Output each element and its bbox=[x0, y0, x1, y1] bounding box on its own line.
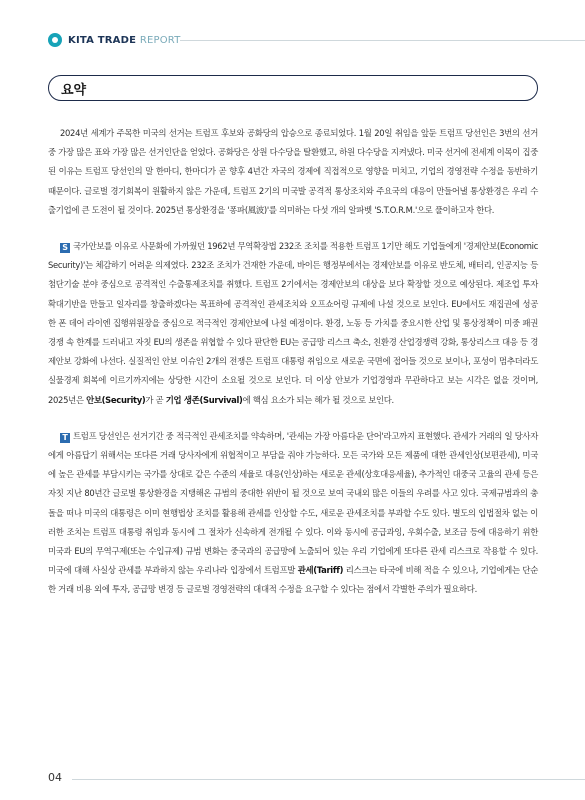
paragraph-security bbox=[48, 237, 538, 410]
paragraph-tariff-text-b: 리스크는 타국에 비해 적을 수 있으나, 기업에게는 단순한 거래 비용 외에 투자, 공급망 변경 등 글로벌 경영전략의 대대적 수정을 요구할 수 있다는 점에서 각별한 주의가 필요하다. bbox=[48, 565, 538, 595]
brand-name bbox=[68, 35, 181, 46]
summary-body bbox=[48, 124, 538, 600]
header-divider bbox=[180, 40, 585, 41]
keyword-tariff: 관세(Tariff) bbox=[297, 565, 344, 576]
keyword-security: 안보(Security) bbox=[86, 394, 146, 405]
summary-section-header bbox=[48, 75, 538, 101]
brand-bold: KITA TRADE bbox=[68, 34, 137, 46]
paragraph-security-text-a: 국가안보를 이유로 사문화에 가까웠던 1962년 무역확장법 232조 조치를 적용한 트럼프 1기만 해도 기업들에게 '경제안보(Economic Security)'는 체감하기 어려운 의제였다. 232조 조치가 건재한 가운데, 바이든 행정부에서는 경제안보를 이유로 반도체, 배터리, 인공지능 등 첨단기술 분야 중심으로 공격적인 수출통제조치를 취했다. 트럼프 2기에서는 경제안보의 대상을 보다 확장할 것으로 예상된다. 제조업 투자 확대기반을 만들고 일자리를 창출하겠다는 목표하에 공격적인 관세조치와 오프쇼어링 규제에 나설 것으로 보인다. EU에서도 재집권에 성공한 폰 데어 라이엔 집행위원장을 중심으로 적극적인 경제안보에 나설 예정이다. 환경, 노동 등 가치를 중요시한 산업 및 통상정책이 미중 패권 경쟁 속 한계를 드러내고 자칫 EU의 생존을 위협할 수 있다 판단한 EU는 공급망 리스크 축소, 친환경 산업경쟁력 강화, 통상리스크 대응 등 경제안보 강화에 나선다. 실질적인 안보 이슈인 2개의 전쟁은 트럼프 대통령 취임으로 새로운 국면에 접어들 것으로 보이나, 포성이 멈추더라도 실물경제 회복에 이르기까지에는 상당한 시간이 소요될 것으로 보인다. 더 이상 안보가 기업경영과 무관하다고 보는 시각은 없을 것이며, 2025년은 bbox=[48, 241, 538, 405]
letter-badge-s: S bbox=[60, 243, 70, 253]
letter-badge-t: T bbox=[60, 433, 70, 443]
keyword-survival: 기업 생존(Survival) bbox=[165, 394, 243, 405]
paragraph-tariff bbox=[48, 427, 538, 600]
paragraph-intro: 2024년 세계가 주목한 미국의 선거는 트럼프 후보와 공화당의 압승으로 종료되었다. 1월 20일 취임을 앞둔 트럼프 당선인은 3번의 선거 중 가장 많은 표와 가장 많은 선거인단을 얻었다. 공화당은 상원 다수당을 탈환했고, 하원 다수당을 지켜냈다. 미국 선거에 전세계 이목이 집중된 이유는 트럼프 당선인의 말 한마디, 한마디가 곧 향후 4년간 자국의 경제에 직접적으로 영향을 미치고, 기업의 경영전략 수정을 동반하기 때문이다. 글로벌 경기회복이 원활하지 않은 가운데, 트럼프 2기의 미국발 공격적 통상조치와 주요국의 대응이 만들어낼 통상환경은 우리 수출기업에 큰 도전이 될 것이다. 2025년 통상환경을 '퐁파(風波)'를 의미하는 다섯 개의 알파벳 'S.T.O.R.M.'으로 풀이하고자 한다. bbox=[48, 128, 538, 215]
footer-divider bbox=[72, 779, 585, 780]
page-number: 04 bbox=[48, 771, 62, 784]
kita-logo-icon bbox=[48, 33, 62, 47]
paragraph-tariff-text-a: 트럼프 당선인은 선거기간 중 적극적인 관세조치를 약속하며, '관세는 가장 아름다운 단어'라고까지 표현했다. 관세가 거래의 일 당사자에게 아름답기 위해서는 또다른 거래 당사자에게 위협적이고 부담을 줘야 가능하다. 모든 국가와 모든 제품에 대한 관세인상(보편관세), 미국에 높은 관세를 부담시키는 국가를 상대로 같은 수준의 세율로 대응(인상)하는 새로운 관세(상호대응세율), 추가적인 대중국 고율의 관세 등은 자칫 지난 80년간 글로벌 통상환경을 지탱해온 규범의 중대한 위반이 될 것으로 보여 국내외 많은 이들의 우려를 사고 있다. 국제규범과의 충돌을 떠나 미국의 대통령은 이미 현행법상 조치를 활용해 관세를 인상할 수도, 새로운 관세조치를 부과할 수도 있다. 별도의 입법절차 없는 이러한 조치는 트럼프 대통령 취임과 동시에 그 절차가 신속하게 전개될 수 있다. 이와 동시에 공급과잉, 우회수출, 보조금 등에 대응하기 위한 미국과 EU의 무역구제(또는 수입규제) 규범 변화는 중국과의 공급망에 노출되어 있는 우리 기업에게 또다른 관세 리스크로 작용할 수 있다. 미국에 대해 사실상 관세를 부과하지 않는 우리나라 입장에서 트럼프발 bbox=[48, 430, 538, 576]
paragraph-security-text-c: 에 핵심 요소가 되는 해가 될 것으로 보인다. bbox=[242, 394, 394, 405]
paragraph-security-text-b: 가 곧 bbox=[145, 394, 166, 405]
summary-title: 요약 bbox=[61, 82, 87, 98]
report-header bbox=[48, 31, 181, 49]
brand-light: REPORT bbox=[139, 34, 181, 46]
